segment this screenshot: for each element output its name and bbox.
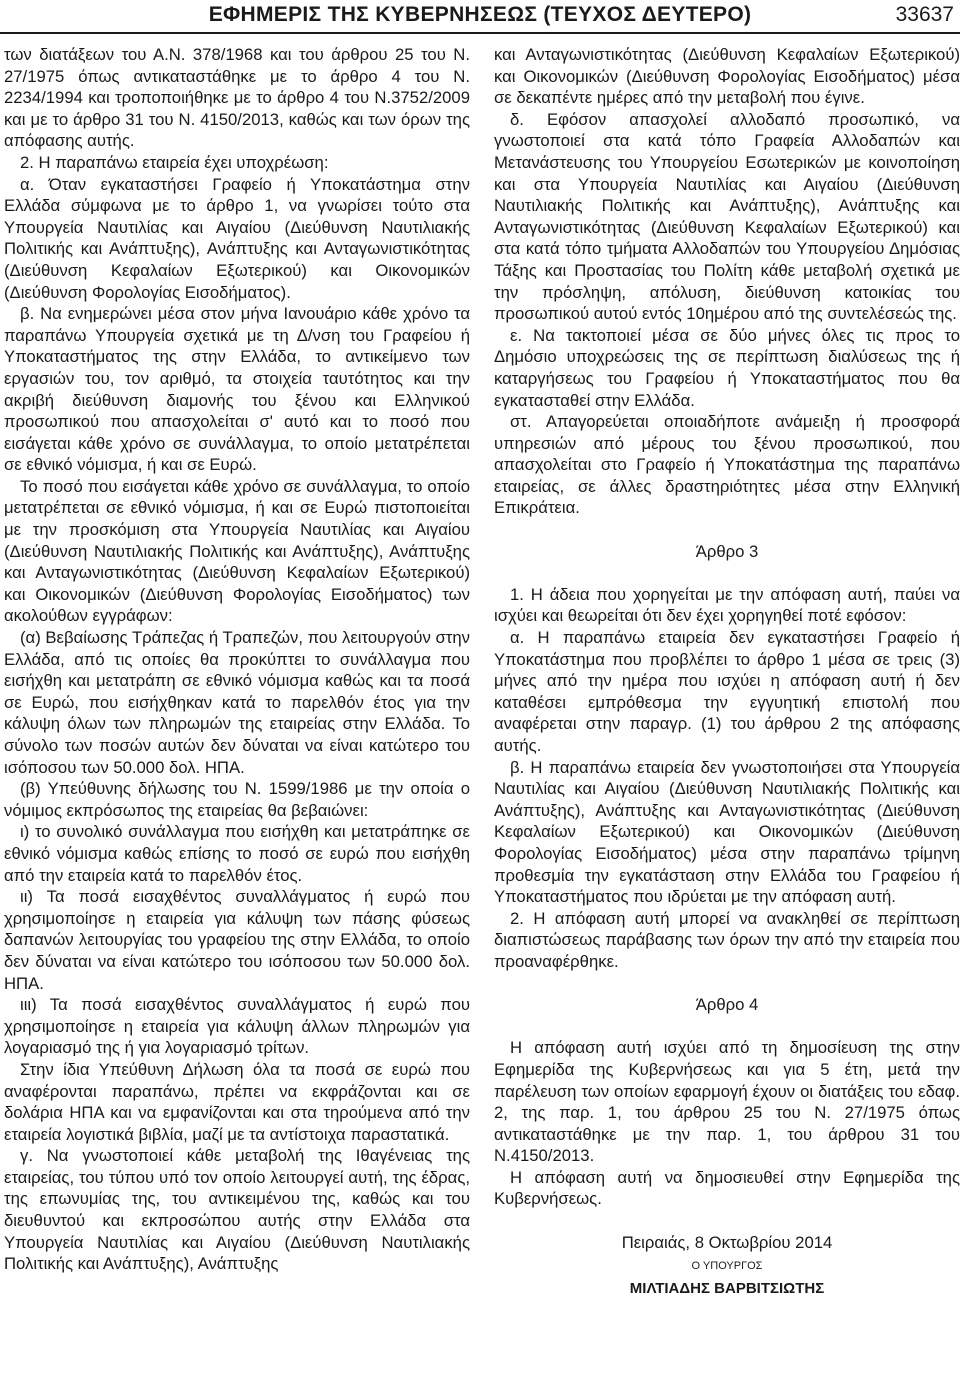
paragraph: στ. Απαγορεύεται οποιαδήποτε ανάμειξη ή προσφορά υπηρεσιών από μέρους του ξένου προσωπικού, που απασχολείται στο Γραφείο ή Υποκατάστημα της παραπάνω εταιρείας, σε άλλες δραστηριότητες μέσα στην Ελληνική Επικράτεια. — [494, 412, 960, 518]
paragraph: (β) Υπεύθυνης δήλωσης του Ν. 1599/1986 με την οποία ο νόμιμος εκπρόσωπος της εταιρείας θα βεβαιώνει: — [4, 779, 470, 820]
paragraph: και Ανταγωνιστικότητας (Διεύθυνση Κεφαλαίων Εξωτερικού) και Οικονομικών (Διεύθυνση Φορολογίας Εισοδήματος) μέσα σε δεκαπέντε ημέρες από την μεταβολή που έγινε. — [494, 45, 960, 108]
paragraph: Η απόφαση αυτή ισχύει από τη δημοσίευση της στην Εφημερίδα της Κυβερνήσεως και για 5 έτη, μετά την παρέλευση των οποίων εφαρμογή έχουν οι διατάξεις του εδαφ. 2, της παρ. 1, του άρθρου 25 του Ν. 27/1975 όπως αντικαταστάθηκε με την παρ. 1, του άρθρου 31 του Ν.4150/2013. — [494, 1038, 960, 1166]
paragraph: ιι) Τα ποσά εισαχθέντος συναλλάγματος ή ευρώ που χρησιμοποίησε η εταιρεία για κάλυψη των πάσης φύσεως δαπανών λειτουργίας του γραφείου της στην Ελλάδα, το οποίο δεν δύναται να είναι κατώτερο του ισόποσου των 50.000 δολ. ΗΠΑ. — [4, 887, 470, 993]
paragraph: (α) Βεβαίωσης Τράπεζας ή Τραπεζών, που λειτουργούν στην Ελλάδα, από τις οποίες θα προκύπτει το συνάλλαγμα που εισήχθη και μετατράπη σε εθνικό νόμισμα καθώς και τα ποσά σε Ευρώ, που εισήχθηκαν κατά το παρελθόν έτος για την κάλυψη όλων των πληρωμών της εταιρείας στην Ελλάδα. Το σύνολο των ποσών αυτών δεν δύναται να είναι κατώτερο του ισόποσου των 50.000 δολ. ΗΠΑ. — [4, 628, 470, 777]
paragraph: δ. Εφόσον απασχολεί αλλοδαπό προσωπικό, να γνωστοποιεί στα κατά τόπο Γραφεία Αλλοδαπών και Μετανάστευσης του Υπουργείου Εσωτερικών με κοινοποίηση και στα Υπουργεία Ναυτιλίας και Αιγαίου (Διεύθυνση Ναυτιλιακής Πολιτικής και Ανάπτυξης), Ανάπτυξης και Ανταγωνιστικότητας (Διεύθυνση Κεφαλαίων Εξωτερικού) και στα κατά τόπο τμήματα Αλλοδαπών του Υπουργείου Δημόσιας Τάξης και Προστασίας του Πολίτη κάθε μεταβολή σχετικά με την πρόσληψη, απόλυση, διεύθυνση κατοικίας του προσωπικού αυτού εντός 10ημέρου από της συντελέσεώς της. — [494, 109, 960, 324]
signature-title: Ο ΥΠΟΥΡΓΟΣ — [691, 1260, 763, 1273]
article-4-heading: Άρθρο 4 — [695, 995, 759, 1015]
paragraph: 1. Η άδεια που χορηγείται με την απόφαση αυτή, παύει να ισχύει και θεωρείται ότι δεν έχει χορηγηθεί ποτέ εφόσον: — [494, 584, 960, 626]
paragraph: 2. Η παραπάνω εταιρεία έχει υποχρέωση: — [20, 152, 329, 172]
paragraph: β. Η παραπάνω εταιρεία δεν γνωστοποιήσει στα Υπουργεία Ναυτιλίας και Αιγαίου (Διεύθυνση Ναυτιλιακής Πολιτικής και Ανάπτυξης), Ανάπτυξης και Ανταγωνιστικότητας (Διεύθυνση Κεφαλαίων Εξωτερικού) και Οικονομικών (Διεύθυνση Φορολογίας Εισοδήματος) μέσα στην παραπάνω τρίμηνη προθεσμία την εγκατάσταση στην Ελλάδα του Γραφείου ή Υποκαταστήματος που ιδρύεται με την απόφαση αυτή. — [494, 757, 960, 907]
paragraph: α. Η παραπάνω εταιρεία δεν εγκαταστήσει Γραφείο ή Υποκατάστημα που προβλέπει το άρθρο 1 μέσα σε τρεις (3) μήνες από την ημέρα που ισχύει η απόφαση αυτή ή δεν καταθέσει εμπρόθεσμα την εγγυητική επιστολή που αναφέρεται στην παραγρ. (1) του άρθρου 2 της απόφασης αυτής. — [494, 628, 960, 755]
paragraph: ε. Να τακτοποιεί μέσα σε δύο μήνες όλες τις προς το Δημόσιο υποχρεώσεις της σε περίπτωση διαλύσεως της ή καταργήσεως του Γραφείου ή Υποκαταστήματος που θα εγκατασταθεί στην Ελλάδα. — [494, 325, 960, 410]
article-3-heading: Άρθρο 3 — [695, 541, 759, 561]
paragraph: α. Όταν εγκαταστήσει Γραφείο ή Υποκατάστημα στην Ελλάδα σύμφωνα με το άρθρο 1, να γνωρίσει τούτο στα Υπουργεία Ναυτιλίας και Αιγαίου (Διεύθυνση Ναυτιλιακής Πολιτικής και Ανάπτυξης), Ανάπτυξης και Ανταγωνιστικότητας (Διεύθυνση Κεφαλαίων Εξωτερικού) και Οικονομικών (Διεύθυνση Φορολογίας Εισοδήματος). — [4, 174, 470, 302]
signature-name: ΜΙΛΤΙΑΔΗΣ ΒΑΡΒΙΤΣΙΩΤΗΣ — [629, 1280, 825, 1298]
paragraph: 2. Η απόφαση αυτή μπορεί να ανακληθεί σε περίπτωση διαπιστώσεως παράβασης των όρων την από την εταιρεία που προαναφέρθηκε. — [494, 908, 960, 971]
right-column — [494, 44, 960, 1299]
paragraph: ιιι) Τα ποσά εισαχθέντος συναλλάγματος ή ευρώ που χρησιμοποίησε η εταιρεία για κάλυψη άλλων πληρωμών για λογαριασμό της ή για λογαριασμό τρίτων. — [4, 995, 470, 1058]
gazette-title: ΕΦΗΜΕΡΙΣ ΤΗΣ ΚΥΒΕΡΝΗΣΕΩΣ (ΤΕΥΧΟΣ ΔΕΥΤΕΡΟ) — [208, 3, 752, 26]
page-header — [0, 0, 960, 34]
paragraph: των διατάξεων του Α.Ν. 378/1968 και του άρθρου 25 του Ν. 27/1975 όπως αντικαταστάθηκε με το άρθρο 4 του Ν. 2234/1994 και τροποποιήθηκε με το άρθρο 4 του Ν.3752/2009 και με το άρθρο 31 του Ν. 4150/2013, καθώς και των όρων της απόφασης αυτής. — [4, 45, 470, 151]
page-number: 33637 — [895, 3, 954, 26]
paragraph: ι) το συνολικό συνάλλαγμα που εισήχθη και μετατράπηκε σε εθνικό νόμισμα καθώς επίσης το ποσό σε ευρώ που εισήχθη από την εταιρεία κατά το παρελθόν έτος. — [4, 822, 470, 885]
left-column — [4, 44, 470, 1275]
paragraph: Η απόφαση αυτή να δημοσιευθεί στην Εφημερίδα της Κυβερνήσεως. — [494, 1167, 960, 1209]
place-date: Πειραιάς, 8 Οκτωβρίου 2014 — [621, 1232, 833, 1252]
paragraph: β. Να ενημερώνει μέσα στον μήνα Ιανουάριο κάθε χρόνο τα παραπάνω Υπουργεία σχετικά με τη Δ/νση του Γραφείου ή Υποκαταστήματος της στην Ελλάδα, το αντικείμενο των εργασιών του, τον αριθμό, τα στοιχεία ταυτότητος και την ακριβή διεύθυνση διαμονής του ξένου και Ελληνικού προσωπικού που απασχολείται σ' αυτό και το ποσό που εισάγεται κάθε χρόνο σε συνάλλαγμα, το οποίο μετατρέπεται σε εθνικό νόμισμα, ή και σε Ευρώ. — [4, 304, 470, 475]
paragraph: γ. Να γνωστοποιεί κάθε μεταβολή της Ιθαγένειας της εταιρείας, του τύπου υπό τον οποίο λειτουργεί αυτή, της έδρας, της επωνυμίας της, του αντικειμένου της, καθώς και του διευθυντού και εκπροσώπου αυτής στην Ελλάδα στα Υπουργεία Ναυτιλίας και Αιγαίου (Διεύθυνση Ναυτιλιακής Πολιτικής και Ανάπτυξης), Ανάπτυξης — [4, 1146, 470, 1274]
paragraph: Στην ίδια Υπεύθυνη Δήλωση όλα τα ποσά σε ευρώ που αναφέρονται παραπάνω, πρέπει να εκφράζονται και σε δολάρια ΗΠΑ και να εμφανίζονται και στα τηρούμενα από την εταιρεία λογιστικά βιβλία, μαζί με τα αντίστοιχα παραστατικά. — [4, 1059, 470, 1144]
paragraph: Το ποσό που εισάγεται κάθε χρόνο σε συνάλλαγμα, το οποίο μετατρέπεται σε εθνικό νόμισμα, ή και σε Ευρώ πιστοποιείται με την προσκόμιση στα Υπουργεία Ναυτιλίας και Αιγαίου (Διεύθυνση Ναυτιλιακής Πολιτικής και Ανάπτυξης), Ανάπτυξης και Ανταγωνιστικότητας (Διεύθυνση Κεφαλαίων Εξωτερικού) και Οικονομικών (Διεύθυνση Φορολογίας Εισοδήματος) των ακολούθων εγγράφων: — [4, 476, 470, 626]
